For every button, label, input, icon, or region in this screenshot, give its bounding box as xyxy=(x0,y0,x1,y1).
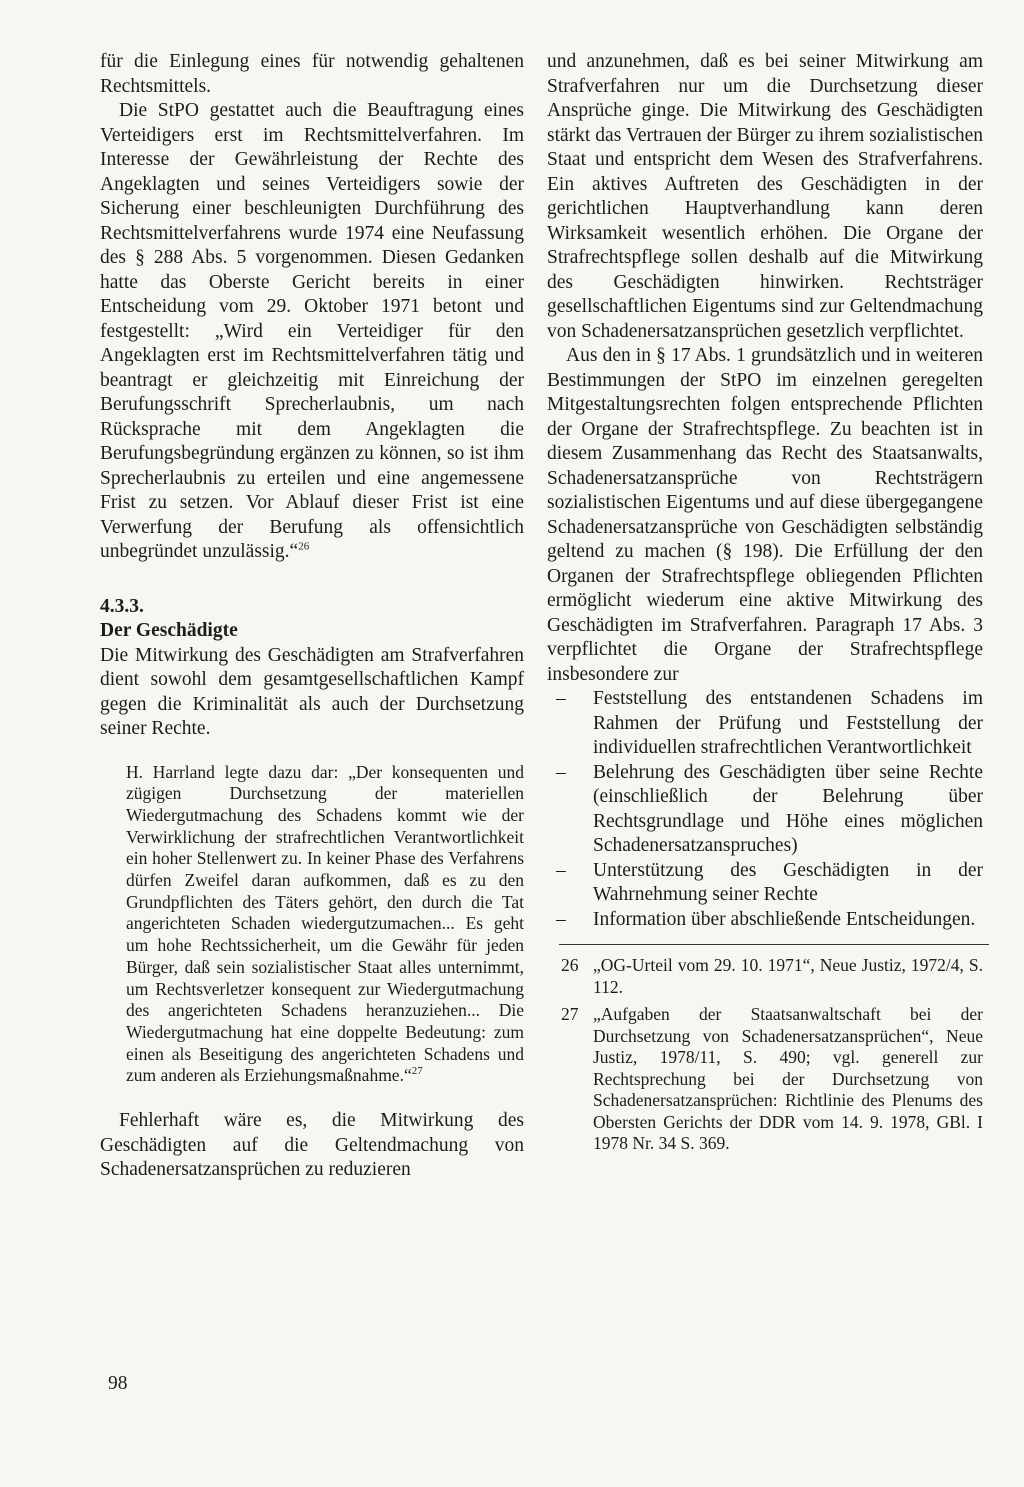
duties-list xyxy=(547,687,983,932)
section-number: 4.3.3. xyxy=(100,595,144,617)
paragraph-fehlerhaft: Fehlerhaft wäre es, die Mitwirkung des Geschädigten auf die Geltendmachung von Schadenersatzansprüchen zu reduzieren xyxy=(100,1110,524,1181)
list-item xyxy=(547,859,983,908)
paragraph-continued-right: und anzunehmen, daß es bei seiner Mitwirkung am Strafverfahren nur um die Durchsetzung dieser Ansprüche ginge. Die Mitwirkung des Geschädigten stärkt das Vertrauen der Bürger zu ihrem sozialistischen Staat und entspricht dem Wesen des Strafverfahrens. Ein aktives Auftreten des Geschädigten in der gerichtlichen Hauptverhandlung kann deren Wirksamkeit wesentlich erhöhen. Die Organe der Strafrechtspflege sollen deshalb auf die Mitwirkung des Geschädigten hinwirken. Rechtsträger gesellschaftlichen Eigentums sind zur Geltendmachung von Schadenersatzansprüchen gesetzlich verpflichtet. xyxy=(547,51,983,342)
right-column xyxy=(547,50,983,1161)
footnote xyxy=(547,955,983,998)
section-title: Der Geschädigte xyxy=(100,620,238,641)
list-item xyxy=(547,761,983,859)
list-item xyxy=(547,687,983,761)
list-item-text: Feststellung des entstandenen Schadens im Rahmen der Prüfung und Feststellung der individuellen strafrechtlichen Verantwortlichkeit xyxy=(593,688,983,758)
paragraph-paragraph17: Aus den in § 17 Abs. 1 grundsätzlich und in weiteren Bestimmungen der StPO im einzelnen geregelten Mitgestaltungsrechten folgen entsprechende Pflichten der Organe der Strafrechtspflege. Zu beachten ist in diesem Zusammenhang das Recht des Staatsanwalts, Schadenersatzansprüche von Rechtsträgern sozialistischen Eigentums und auf diese übergegangene Schadenersatzansprüche von Geschädigten selbständig geltend zu machen (§ 198). Die Erfüllung der den Organen der Strafrechtspflege obliegenden Pflichten ermöglicht wiederum eine aktive Mitwirkung des Geschädigten im Strafverfahren. Paragraph 17 Abs. 3 verpflichtet die Organe der Strafrechtspflege insbesondere zur xyxy=(547,345,983,685)
block-quote-text: H. Harrland legte dazu dar: „Der konsequenten und zügigen Durchsetzung der materiellen Wiedergutmachung des Schadens kommt wie der Verwirklichung der strafrechtlichen Verantwortlichkeit ein hoher Stellenwert zu. In keiner Phase des Verfahrens dürfen Zweifel daran aufkommen, daß es zu den Grundpflichten des Täters gehört, den durch die Tat angerichteten Schaden wiedergutzumachen... Es geht um hohe Rechtssicherheit, um die Gewähr für jeden Bürger, daß sein sozialistischer Staat alles unternimmt, um Rechtsverletzer konsequent zur Wiedergutmachung des angerichteten Schadens heranzuziehen... Die Wiedergutmachung hat eine doppelte Bedeutung: zum einen als Beseitigung des angerichteten Schadens und zum anderen als Erziehungsmaßnahme.“ xyxy=(126,761,524,1086)
list-item xyxy=(547,908,983,933)
footnote-text: „OG-Urteil vom 29. 10. 1971“, Neue Justiz, 1972/4, S. 112. xyxy=(593,955,983,997)
footnote-ref-26: 26 xyxy=(298,540,310,553)
footnote-number: 27 xyxy=(561,1004,579,1024)
left-column xyxy=(100,50,524,1183)
block-quote xyxy=(126,762,524,1088)
list-dash: – xyxy=(556,908,566,930)
footnote-text: „Aufgaben der Staatsanwaltschaft bei der Durchsetzung von Schadenersatzansprüchen“, Neue Justiz, 1978/11, S. 490; vgl. generell zur Rechtsprechung bei der Durchsetzung von Schadenersatzansprüchen: Richtlinie des Plenums des Obersten Gerichts der DDR vom 14. 9. 1978, GBl. I 1978 Nr. 34 S. 369. xyxy=(593,1004,983,1153)
list-item-text: Information über abschließende Entscheidungen. xyxy=(593,908,976,930)
footnote-ref-27: 27 xyxy=(411,1065,423,1078)
footnote xyxy=(547,1004,983,1155)
paragraph-stpo-text: Die StPO gestattet auch die Beauftragung eines Verteidigers erst im Rechtsmittelverfahren. Im Interesse der Gewährleistung der Rechte des Angeklagten und seines Verteidigers sowie der Sicherung einer beschleunigten Durchführung des Rechtsmittelverfahrens wurde 1974 eine Neufassung des § 288 Abs. 5 vorgenommen. Diesen Gedanken hatte das Oberste Gericht bereits in einer Entscheidung vom 29. Oktober 1971 betont und festgestellt: „Wird ein Verteidiger für den Angeklagten erst im Rechtsmittelverfahren tätig und beantragt er gleichzeitig mit Einreichung der Berufungsschrift Sprecherlaubnis, um nach Rücksprache mit dem Angeklagten die Berufungsbegründung ergänzen zu können, so ist ihm Sprecherlaubnis zu erteilen und eine angemessene Frist zu setzen. Vor Ablauf dieser Frist ist eine Verwerfung der Berufung als offensichtlich unbegründet unzulässig.“ xyxy=(100,100,524,562)
paragraph-intro: Die Mitwirkung des Geschädigten am Strafverfahren dient sowohl dem gesamtgesellschaftlichen Kampf gegen die Kriminalität als auch der Durchsetzung seiner Rechte. xyxy=(100,644,524,739)
footnote-divider xyxy=(559,944,989,945)
list-dash: – xyxy=(556,761,566,783)
list-item-text: Belehrung des Geschädigten über seine Rechte (einschließlich der Belehrung über Rechtsgrundlage und Höhe eines möglichen Schadenersatzanspruches) xyxy=(593,761,983,856)
page-number: 98 xyxy=(108,1373,128,1394)
list-dash: – xyxy=(556,688,566,709)
list-item-text: Unterstützung des Geschädigten in der Wahrnehmung seiner Rechte xyxy=(593,859,983,905)
footnote-number: 26 xyxy=(561,955,579,975)
paragraph-stpo xyxy=(100,99,524,565)
paragraph-continued: für die Einlegung eines für notwendig gehaltenen Rechtsmittels. xyxy=(100,51,524,97)
list-dash: – xyxy=(556,859,566,881)
